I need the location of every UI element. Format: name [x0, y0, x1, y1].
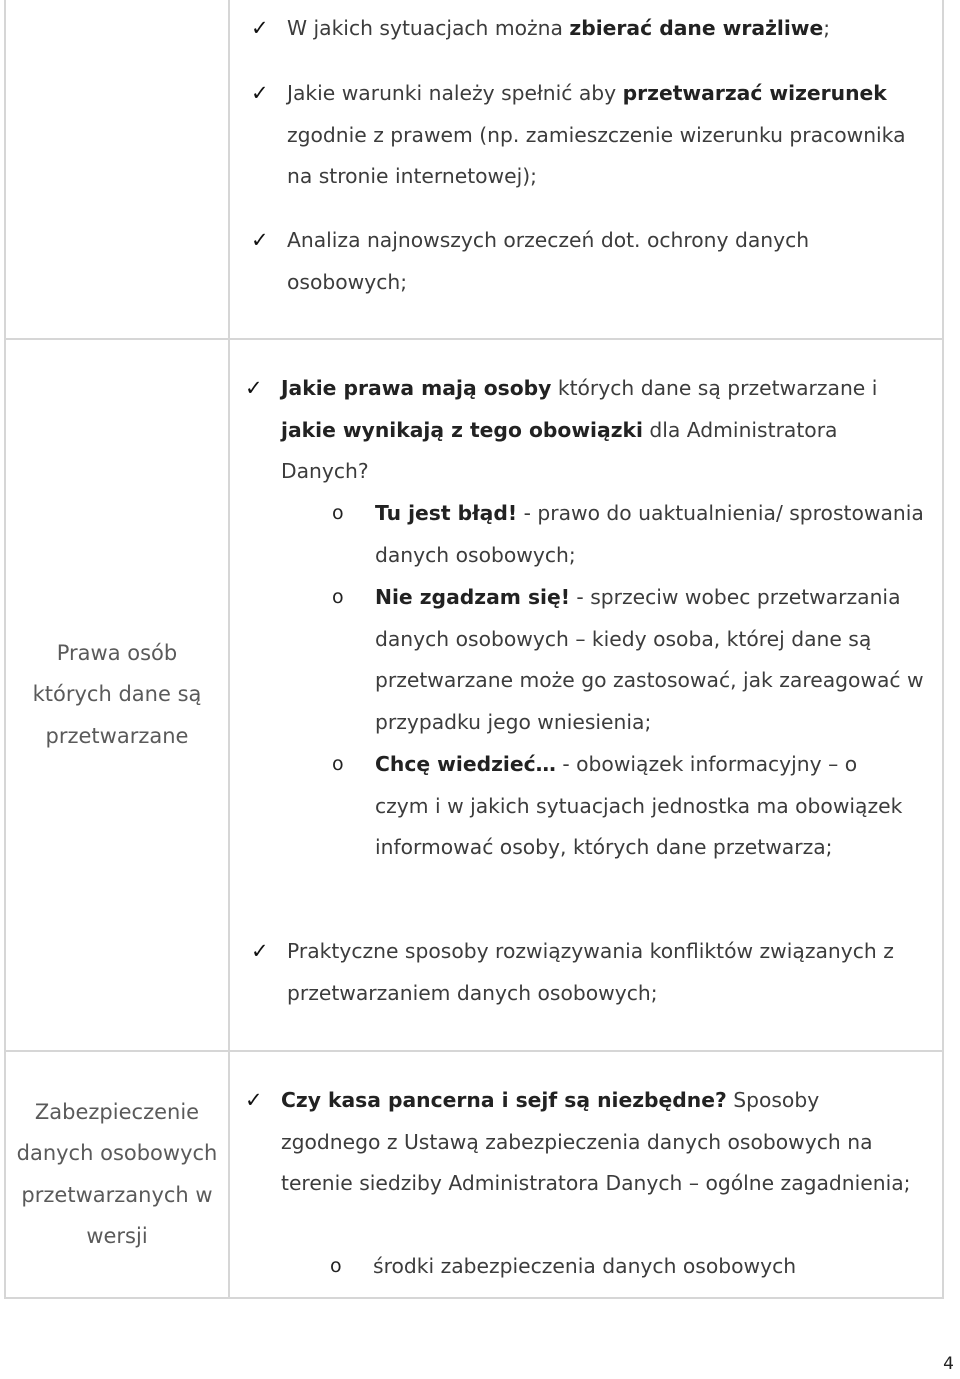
- item-text: - obowiązek informacyjny – o czym i w jakich sytuacjach jednostka ma obowiązek informować osoby, których dane przetwarza;: [375, 752, 903, 860]
- sub-list-item: [332, 744, 905, 869]
- item-text: których dane są przetwarzane i: [551, 376, 878, 400]
- sub-list-item: [332, 577, 930, 743]
- item-text: zgodnie z prawem (np. zamieszczenie wizerunku pracownika na stronie internetowej);: [287, 122, 906, 189]
- list-item: [251, 220, 887, 303]
- circle-bullet-icon: o: [330, 1255, 342, 1277]
- table-row: [6, 1050, 942, 1297]
- item-bold-text: Jakie prawa mają osoby: [281, 376, 552, 400]
- row-content: [230, 340, 942, 1050]
- check-icon: ✓: [251, 16, 269, 40]
- sub-list-item: [330, 1246, 933, 1288]
- row-label-text: Prawa osób których dane są przetwarzane: [32, 640, 202, 748]
- item-text: Praktyczne sposoby rozwiązywania konfliktów związanych z przetwarzaniem danych osobowych;: [287, 939, 894, 1005]
- list-item: [251, 8, 927, 50]
- item-text: ;: [823, 16, 831, 40]
- page-number: 4: [943, 1354, 954, 1374]
- row-content: [230, 0, 942, 338]
- item-text: środki zabezpieczenia danych osobowych: [373, 1254, 797, 1278]
- item-text: Jakie warunki należy spełnić aby: [287, 81, 623, 105]
- item-bold-text: Tu jest błąd!: [375, 501, 518, 525]
- check-icon: ✓: [245, 376, 263, 400]
- circle-bullet-icon: o: [332, 502, 344, 524]
- item-text: dla Administratora Danych?: [281, 417, 838, 484]
- check-icon: ✓: [251, 228, 269, 252]
- list-item: [245, 368, 931, 493]
- list-item: [251, 73, 907, 198]
- item-bold-text: Nie zgadzam się!: [375, 585, 570, 609]
- syllabus-table: [4, 0, 944, 1299]
- list-item: [251, 931, 927, 1014]
- item-text: - prawo do uaktualnienia/ sprostowania danych osobowych;: [375, 501, 924, 567]
- circle-bullet-icon: o: [332, 586, 344, 608]
- item-bold-text: Chcę wiedzieć…: [375, 752, 556, 776]
- check-icon: ✓: [245, 1088, 263, 1112]
- list-item: [245, 1080, 921, 1205]
- check-icon: ✓: [251, 81, 269, 105]
- row-label: [6, 340, 230, 1050]
- row-label: [6, 1052, 230, 1297]
- item-text: W jakich sytuacjach można: [287, 16, 570, 40]
- item-text: - sprzeciw wobec przetwarzania danych osobowych – kiedy osoba, której dane są przetwarzane może go zastosować, jak zareagować w przypadku jego wniesienia;: [375, 585, 924, 734]
- circle-bullet-icon: o: [332, 753, 344, 775]
- item-bold-text: zbierać dane wrażliwe: [569, 16, 824, 40]
- row-label-text: Zabezpieczenie danych osobowych przetwarzanych w wersji: [16, 1099, 218, 1248]
- item-text: Analiza najnowszych orzeczeń dot. ochrony danych osobowych;: [287, 228, 810, 294]
- item-bold-text: przetwarzać wizerunek: [622, 81, 887, 105]
- table-row: [6, 338, 942, 1050]
- row-label: [6, 0, 230, 338]
- sub-list-item: [332, 493, 935, 576]
- item-text: Sposoby zgodnego z Ustawą zabezpieczenia danych osobowych na terenie siedziby Administratora Danych – ogólne zagadnienia;: [281, 1088, 911, 1196]
- item-bold-text: jakie wynikają z tego obowiązki: [281, 417, 643, 442]
- table-row: [6, 0, 942, 338]
- check-icon: ✓: [251, 939, 269, 963]
- item-bold-text: Czy kasa pancerna i sejf są niezbędne?: [281, 1088, 727, 1112]
- row-content: [230, 1052, 942, 1297]
